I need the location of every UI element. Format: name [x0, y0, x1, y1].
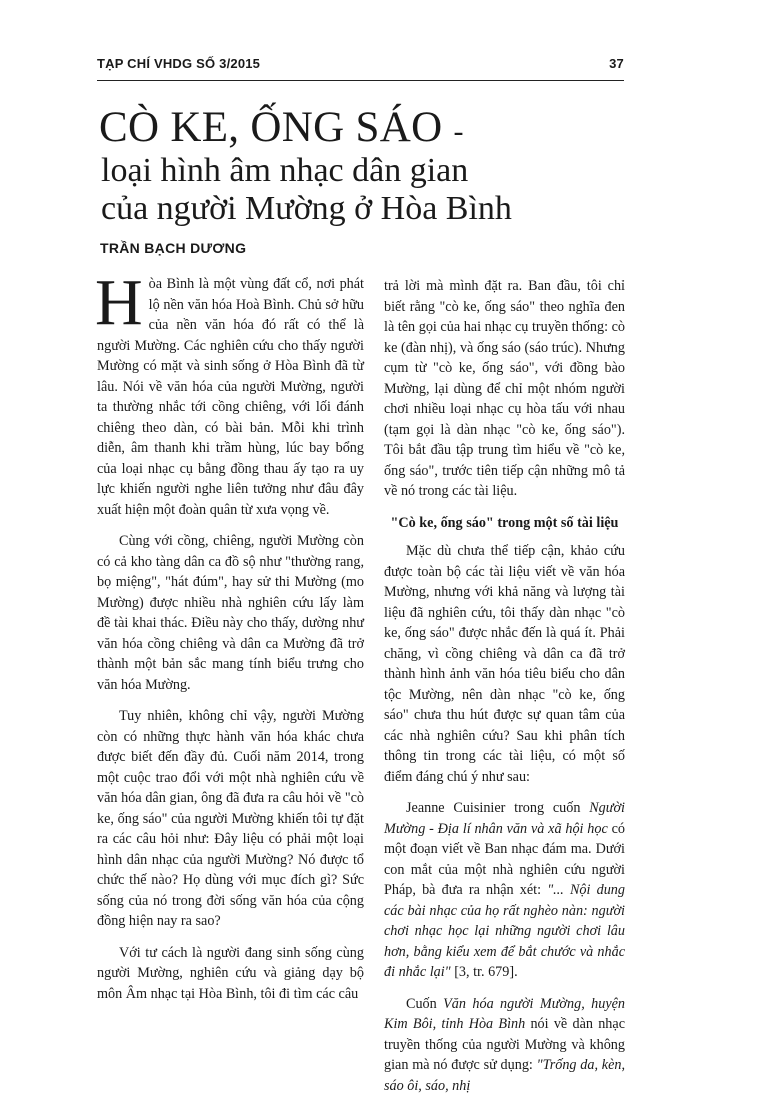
paragraph-text: òa Bình là một vùng đất cổ, nơi phát lộ nền văn hóa Hoà Bình. Chủ sở hữu của nền văn hóa đó rất có thể là người Mường. Các nghiên cứu cho thấy người Mường có mặt và sinh sống ở Hòa Bình đã từ lâu. Nói về văn hóa của người Mường, người ta thường nhắc tới cồng chiêng, với lối đánh chiêng theo dàn, có bài bản. Mỗi khi trình diễn, âm thanh khi trầm hùng, lúc bay bổng của loại nhạc cụ bằng đồng thau ấy tạo ra uy lực khiến người nghe liên tưởng như đâu đây xuất hiện một đoàn quân từ xưa vọng về.	[97, 276, 364, 518]
journal-name: TẠP CHÍ VHDG SỐ 3/2015	[97, 56, 261, 71]
subtitle-line-2: của người Mường ở Hòa Bình	[101, 190, 512, 227]
quotation: "... Nội dung các bài nhạc của họ rất nghèo nàn: người chơi nhạc học lại những người chơi lâu hơn, bằng kiểu xem để bắt chước và nhắc đi nhắc lại"	[384, 882, 625, 980]
title-main: CÒ KE, ỐNG SÁO	[99, 104, 443, 151]
page-number: 37	[609, 56, 624, 71]
running-header	[97, 56, 624, 78]
quotation: "Trống da, kèn, sáo ôi, sáo, nhị	[384, 1057, 626, 1094]
paragraph: Cùng với cồng, chiêng, người Mường còn có cả kho tàng dân ca đồ sộ như "thường rang, bọ miệng", "hát đúm", hay sử thi Mường (mo Mường) được nhiều nhà nghiên cứu lấy làm đề tài khai thác. Điều này cho thấy, dường như văn hóa cồng chiêng và dân ca Mường đã trở thành một bản sắc mang tính biểu trưng cho văn hóa Mường.	[97, 533, 364, 693]
title-dash: -	[453, 115, 464, 148]
subtitle-line-1: loại hình âm nhạc dân gian	[101, 152, 469, 189]
drop-cap: H	[95, 266, 143, 339]
book-title: Văn hóa người Mường, huyện Kim Bôi, tỉnh Hòa Bình	[384, 995, 626, 1032]
header-rule	[97, 80, 624, 81]
citation: [3, tr. 679].	[450, 964, 518, 980]
author-name: TRẦN BẠCH DƯƠNG	[100, 240, 247, 256]
section-heading: "Cò ke, ống sáo" trong một số tài liệu	[390, 514, 619, 531]
text-run: Cuốn	[406, 995, 444, 1012]
paragraph	[384, 994, 625, 1097]
paragraph	[384, 798, 625, 983]
paragraph: trả lời mà mình đặt ra. Ban đầu, tôi chỉ biết rằng "cò ke, ống sáo" theo nghĩa đen là tên gọi của hai nhạc cụ truyền thống: cò ke (đàn nhị), và ống sáo (sáo trúc). Nhưng cụm từ "cò ke, ống sáo", với đồng bào Mường, lại dùng để chỉ một nhóm người chơi nhiều loại nhạc cụ hòa tấu với nhau (tạm gọi là dàn nhạc "cò ke, ống sáo"). Tôi bắt đầu tập trung tìm hiểu về "cò ke, ống sáo", trước tiên tiếp cận những mô tả về nó trong các tài liệu.	[384, 278, 625, 499]
paragraph: Tuy nhiên, không chỉ vậy, người Mường còn có những thực hành văn hóa khác chưa được biết đến đầy đủ. Cuối năm 2014, trong một cuộc trao đổi với một nhà nghiên cứu về văn hóa dân gian, ông đã đưa ra câu hỏi về "cò ke, ống sáo" của người Mường khiến tôi tự đặt ra các câu hỏi như: Đây liệu có phải một loại hình dân nhạc của người Mường? Nó được tổ chức thế nào? Họ dùng với mục đích gì? Sức sống của nó trong đời sống văn hóa của cộng đồng hiện nay ra sao?	[97, 708, 364, 929]
paragraph: Với tư cách là người đang sinh sống cùng người Mường, nghiên cứu và giảng dạy bộ môn Âm nhạc tại Hòa Bình, tôi đi tìm các câu	[97, 944, 364, 1002]
paragraph	[95, 266, 364, 520]
article-subtitle	[101, 152, 512, 228]
right-column	[384, 276, 625, 1107]
paragraph: Mặc dù chưa thể tiếp cận, khảo cứu được toàn bộ các tài liệu viết về văn hóa Mường, nhưng với khả năng và lượng tài liệu đã nghiên cứu, tôi thấy dàn nhạc "cò ke, ống sáo" được nhắc đến là quá ít. Phải chăng, vì cồng chiêng và dân ca đã trở thành hình ảnh văn hóa tiêu biểu cho dân tộc Mường, nên dàn nhạc "cò ke, ống sáo" chưa thu hút được sự quan tâm của các nhà nghiên cứu? Sau khi phân tích thông tin trong các tài liệu, có một số điểm đáng chú ý như sau:	[384, 543, 625, 785]
text-run: Jeanne Cuisinier trong cuốn	[406, 800, 590, 816]
text-run: có một đoạn viết về Ban nhạc đám ma. Dưới con mắt của một nhà nghiên cứu người Pháp, bà đưa ra nhận xét:	[384, 820, 625, 898]
book-title: Người Mường - Địa lí nhân văn và xã hội học	[384, 800, 625, 837]
left-column	[95, 266, 364, 1015]
text-run: nói về dàn nhạc truyền thống của người Mường và không gian mà nó được sử dụng:	[384, 1016, 625, 1073]
article-title	[99, 104, 464, 156]
